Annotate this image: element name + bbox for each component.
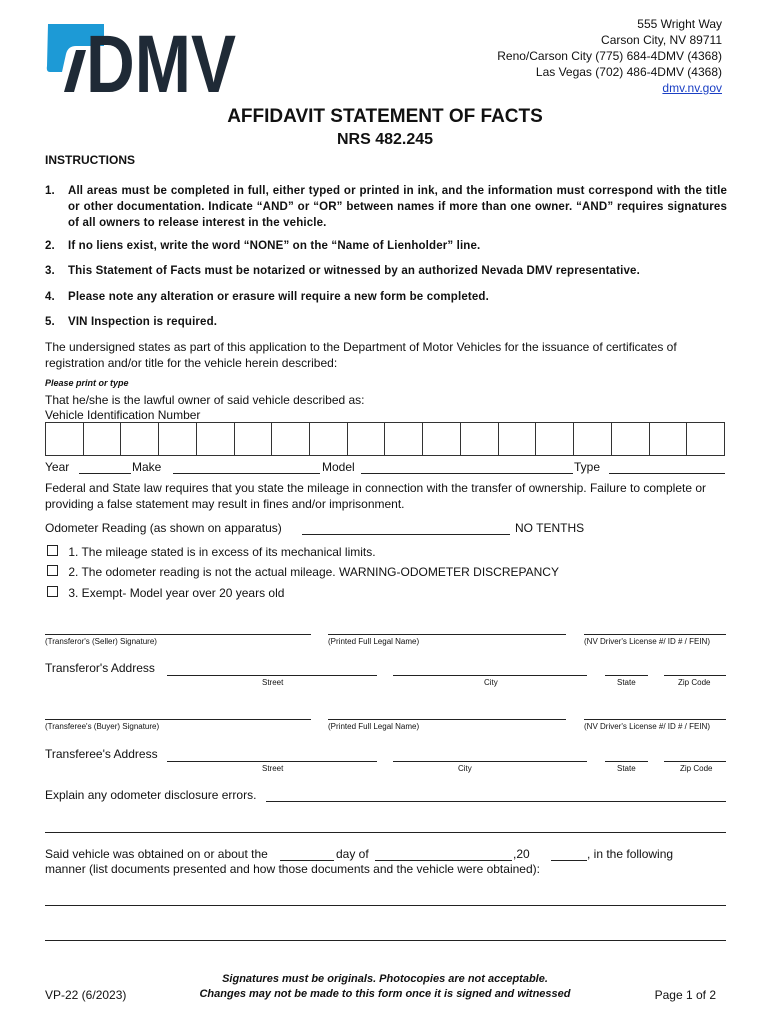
city-caption: City: [484, 678, 498, 687]
form-id: VP-22 (6/2023): [45, 988, 127, 1002]
instruction-item: [45, 314, 727, 330]
vin-cell[interactable]: [536, 423, 574, 455]
transferor-name-caption: (Printed Full Legal Name): [328, 637, 420, 646]
owner-line: That he/she is the lawful owner of said vehicle described as:: [45, 393, 365, 407]
print-note: Please print or type: [45, 378, 129, 388]
transferee-signature-field[interactable]: [45, 719, 311, 720]
transferee-name-caption: (Printed Full Legal Name): [328, 722, 420, 731]
instruction-item: [45, 238, 727, 254]
page-title: AFFIDAVIT STATEMENT OF FACTS: [227, 106, 543, 127]
checkbox-label: 2. The odometer reading is not the actual mileage. WARNING-ODOMETER DISCREPANCY: [68, 565, 559, 579]
make-label: Make: [132, 460, 162, 474]
transferee-address-label: Transferee's Address: [45, 747, 158, 761]
checkbox-label: 1. The mileage stated is in excess of its mechanical limits.: [68, 545, 376, 559]
vin-cell[interactable]: [121, 423, 159, 455]
footer-note-1: Signatures must be originals. Photocopies are not acceptable.: [222, 973, 548, 985]
footer-notes: [150, 972, 620, 1002]
obtained-label: Said vehicle was obtained on or about the: [45, 847, 268, 861]
page-number: Page 1 of 2: [654, 988, 716, 1002]
vin-cell[interactable]: [348, 423, 386, 455]
transferor-name-field[interactable]: [328, 634, 566, 635]
following-label: , in the following: [587, 847, 674, 861]
vin-input-grid[interactable]: [45, 422, 725, 456]
address-line-3: Reno/Carson City (775) 684-4DMV (4368): [497, 49, 722, 63]
intro-text: The undersigned states as part of this application to the Department of Motor Vehicles for the issuance of certificates of registration and/or title for the vehicle herein described:: [45, 340, 677, 370]
vin-cell[interactable]: [197, 423, 235, 455]
zip-caption: Zip Code: [680, 764, 713, 773]
transferee-license-field[interactable]: [584, 719, 726, 720]
vin-cell[interactable]: [612, 423, 650, 455]
transferee-city-field[interactable]: [393, 761, 587, 762]
transferee-license-caption: (NV Driver's License #/ ID # / FEIN): [584, 722, 710, 731]
vin-cell[interactable]: [423, 423, 461, 455]
vin-cell[interactable]: [499, 423, 537, 455]
day-of-label: day of: [336, 847, 369, 861]
dmv-logo: [46, 19, 238, 110]
vin-cell[interactable]: [687, 423, 724, 455]
vin-cell[interactable]: [650, 423, 688, 455]
instruction-number: 5.: [45, 316, 55, 328]
odometer-label: Odometer Reading (as shown on apparatus): [45, 521, 282, 535]
instruction-item: [45, 183, 727, 231]
manner-label: manner (list documents presented and how those documents and the vehicle were obtained):: [45, 862, 540, 876]
instruction-number: 1.: [45, 185, 55, 197]
checkbox-label: 3. Exempt- Model year over 20 years old: [68, 586, 285, 600]
transferor-signature-caption: (Transferor's (Seller) Signature): [45, 637, 157, 646]
model-label: Model: [322, 460, 355, 474]
website-link[interactable]: dmv.nv.gov: [662, 81, 722, 95]
vin-cell[interactable]: [574, 423, 612, 455]
instruction-number: 2.: [45, 240, 55, 252]
year-field[interactable]: [79, 473, 131, 474]
state-caption: State: [617, 764, 636, 773]
obtained-year-field[interactable]: [551, 860, 587, 861]
checkbox-row: [47, 564, 559, 580]
transferee-state-field[interactable]: [605, 761, 648, 762]
model-field[interactable]: [361, 473, 573, 474]
transferor-license-field[interactable]: [584, 634, 726, 635]
page-subtitle: NRS 482.245: [336, 131, 434, 148]
transferee-street-field[interactable]: [167, 761, 377, 762]
vin-cell[interactable]: [235, 423, 273, 455]
no-tenths-label: NO TENTHS: [515, 521, 585, 535]
vin-cell[interactable]: [84, 423, 122, 455]
street-caption: Street: [262, 764, 284, 773]
transferor-state-field[interactable]: [605, 675, 648, 676]
instruction-text: Please note any alteration or erasure will require a new form be completed.: [68, 291, 489, 303]
transferor-zip-field[interactable]: [664, 675, 726, 676]
instructions-heading: INSTRUCTIONS: [45, 153, 135, 167]
vin-cell[interactable]: [310, 423, 348, 455]
street-caption: Street: [262, 678, 284, 687]
vin-cell[interactable]: [46, 423, 84, 455]
logo-text: DMV: [86, 19, 237, 110]
instruction-item: [45, 289, 727, 305]
explain-field-line-2[interactable]: [45, 832, 726, 833]
year-prefix-label: ,20: [513, 847, 530, 861]
transferor-street-field[interactable]: [167, 675, 377, 676]
transferor-signature-field[interactable]: [45, 634, 311, 635]
transferee-name-field[interactable]: [328, 719, 566, 720]
vin-cell[interactable]: [385, 423, 423, 455]
type-label: Type: [574, 460, 601, 474]
manner-field-line-2[interactable]: [45, 940, 726, 941]
state-caption: State: [617, 678, 636, 687]
odometer-discrepancy-checkbox[interactable]: [47, 565, 58, 576]
instruction-number: 3.: [45, 265, 55, 277]
address-block: [497, 16, 722, 96]
transferor-address-label: Transferor's Address: [45, 661, 155, 675]
address-line-1: 555 Wright Way: [637, 17, 722, 31]
footer-note-2: Changes may not be made to this form once it is signed and witnessed: [199, 988, 571, 1000]
instruction-text: This Statement of Facts must be notarized or witnessed by an authorized Nevada DMV representative.: [68, 265, 640, 277]
address-line-2: Carson City, NV 89711: [601, 33, 722, 47]
year-label: Year: [45, 460, 70, 474]
city-caption: City: [458, 764, 472, 773]
make-field[interactable]: [173, 473, 320, 474]
transferee-zip-field[interactable]: [664, 761, 726, 762]
manner-field[interactable]: [45, 905, 726, 906]
transferor-license-caption: (NV Driver's License #/ ID # / FEIN): [584, 637, 710, 646]
vin-cell[interactable]: [272, 423, 310, 455]
checkbox-row: [47, 544, 376, 560]
type-field[interactable]: [609, 473, 725, 474]
mileage-text: Federal and State law requires that you state the mileage in connection with the transfer of ownership. Failure to complete or providing a false statement may result in fines and/or imprisonment.: [45, 481, 707, 511]
checkbox-row: [47, 585, 284, 601]
vin-cell[interactable]: [159, 423, 197, 455]
odometer-field[interactable]: [302, 534, 510, 535]
transferor-city-field[interactable]: [393, 675, 587, 676]
address-line-4: Las Vegas (702) 486-4DMV (4368): [535, 65, 722, 79]
instruction-text: All areas must be completed in full, either typed or printed in ink, and the information must correspond with the title or other documentation. Indicate “AND” or “OR” between names if more than one owner. “AND” requires signatures of all owners to release interest in the vehicle.: [68, 185, 727, 229]
exempt-checkbox[interactable]: [47, 586, 58, 597]
instruction-number: 4.: [45, 291, 55, 303]
transferee-signature-caption: (Transferee's (Buyer) Signature): [45, 722, 160, 731]
zip-caption: Zip Code: [678, 678, 711, 687]
vin-label: Vehicle Identification Number: [45, 408, 201, 422]
vin-cell[interactable]: [461, 423, 499, 455]
explain-label: Explain any odometer disclosure errors.: [45, 788, 257, 802]
instruction-text: VIN Inspection is required.: [68, 316, 218, 328]
mechanical-limits-checkbox[interactable]: [47, 545, 58, 556]
instruction-text: If no liens exist, write the word “NONE” on the “Name of Lienholder” line.: [68, 240, 481, 252]
explain-field[interactable]: [266, 801, 726, 802]
instruction-item: [45, 263, 727, 279]
